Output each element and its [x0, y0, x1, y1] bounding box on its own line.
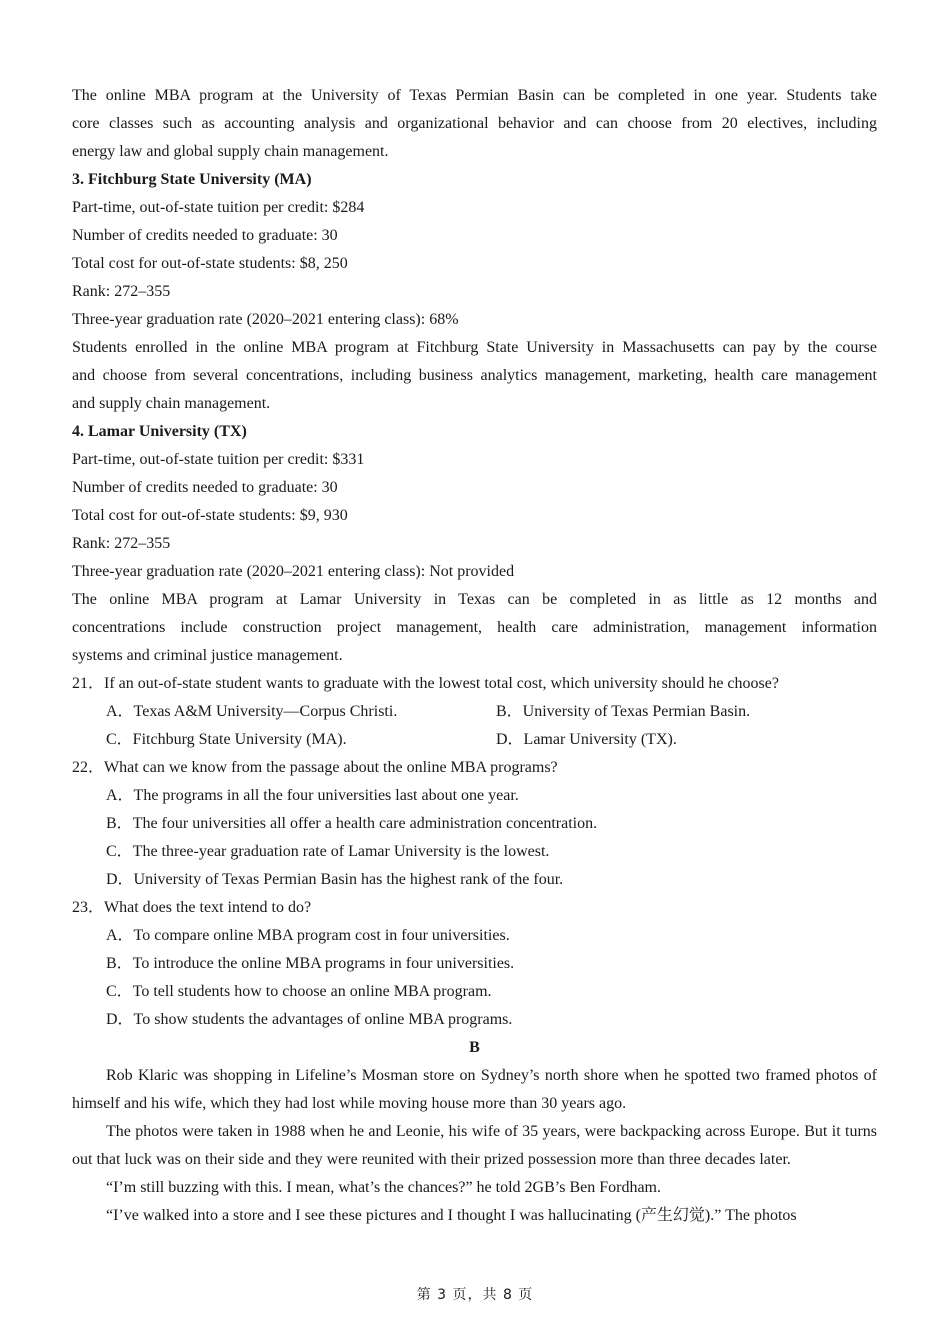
intro-line-2: core classes such as accounting analysis and organizational behavior and can choose from 20 electives, including — [72, 115, 877, 132]
fitchburg-desc-1: Students enrolled in the online MBA program at Fitchburg State University in Massachusetts can pay by the course — [72, 339, 877, 356]
intro-line-1: The online MBA program at the University of Texas Permian Basin can be completed in one year. Students take — [72, 87, 877, 104]
section-b-paragraph-4: “I’ve walked into a store and I see these pictures and I thought I was hallucinating (产生幻觉).” The photos — [106, 1207, 797, 1224]
intro-line-3: energy law and global supply chain management. — [72, 143, 389, 160]
fitchburg-tuition: Part-time, out-of-state tuition per credit: $284 — [72, 199, 365, 216]
section-b-paragraph-1: Rob Klaric was shopping in Lifeline’s Mosman store on Sydney’s north shore when he spotted two framed photos of himself and his wife, which they had lost while moving house more than 30 years ago. — [72, 1067, 877, 1112]
fitchburg-heading: 3. Fitchburg State University (MA) — [72, 171, 312, 188]
question-22-option-b: B．The four universities all offer a health care administration concentration. — [106, 815, 598, 832]
page-content — [72, 82, 877, 1230]
question-23-stem: 23．What does the text intend to do? — [72, 899, 312, 916]
lamar-desc-1: The online MBA program at Lamar University in Texas can be completed in as little as 12 months and — [72, 591, 877, 608]
lamar-desc-2: concentrations include construction project management, health care administration, management information — [72, 619, 877, 636]
question-23-option-c: C．To tell students how to choose an online MBA program. — [106, 983, 492, 1000]
lamar-total: Total cost for out-of-state students: $9, 930 — [72, 507, 348, 524]
question-22-option-c: C．The three-year graduation rate of Lamar University is the lowest. — [106, 843, 550, 860]
fitchburg-credits: Number of credits needed to graduate: 30 — [72, 227, 338, 244]
lamar-rank: Rank: 272–355 — [72, 535, 171, 552]
fitchburg-total: Total cost for out-of-state students: $8, 250 — [72, 255, 348, 272]
fitchburg-desc-3: and supply chain management. — [72, 395, 271, 412]
question-21-option-d: D．Lamar University (TX). — [496, 731, 677, 748]
question-21-option-b: B．University of Texas Permian Basin. — [496, 703, 751, 720]
question-22-option-a: A．The programs in all the four universities last about one year. — [106, 787, 519, 804]
page-number-footer: 第 3 页，共 8 页 — [416, 1287, 534, 1303]
question-23-option-d: D．To show students the advantages of online MBA programs. — [106, 1011, 513, 1028]
question-22-option-d: D．University of Texas Permian Basin has the highest rank of the four. — [106, 871, 564, 888]
fitchburg-grad-rate: Three-year graduation rate (2020–2021 entering class): 68% — [72, 311, 459, 328]
question-23-option-a: A．To compare online MBA program cost in four universities. — [106, 927, 510, 944]
question-21-option-a: A．Texas A&M University—Corpus Christi. — [106, 703, 398, 720]
question-21-option-c: C．Fitchburg State University (MA). — [106, 731, 347, 748]
lamar-heading: 4. Lamar University (TX) — [72, 423, 247, 440]
question-21-options-row-2 — [72, 726, 877, 754]
lamar-credits: Number of credits needed to graduate: 30 — [72, 479, 338, 496]
question-21-stem: 21．If an out-of-state student wants to graduate with the lowest total cost, which university should he choose? — [72, 675, 779, 692]
lamar-grad-rate: Three-year graduation rate (2020–2021 entering class): Not provided — [72, 563, 515, 580]
fitchburg-rank: Rank: 272–355 — [72, 283, 171, 300]
section-b-title: B — [469, 1039, 480, 1056]
lamar-tuition: Part-time, out-of-state tuition per credit: $331 — [72, 451, 365, 468]
section-b-paragraph-3: “I’m still buzzing with this. I mean, what’s the chances?” he told 2GB’s Ben Fordham. — [106, 1179, 661, 1196]
lamar-desc-3: systems and criminal justice management. — [72, 647, 343, 664]
question-23-option-b: B．To introduce the online MBA programs in four universities. — [106, 955, 515, 972]
fitchburg-desc-2: and choose from several concentrations, including business analytics management, marketing, health care management — [72, 367, 877, 384]
section-b-paragraph-2: The photos were taken in 1988 when he and Leonie, his wife of 35 years, were backpacking across Europe. But it turns out that luck was on their side and they were reunited with their prized possession more than three decades later. — [72, 1123, 877, 1168]
question-22-stem: 22．What can we know from the passage about the online MBA programs? — [72, 759, 558, 776]
question-21-options-row-1 — [72, 698, 877, 726]
